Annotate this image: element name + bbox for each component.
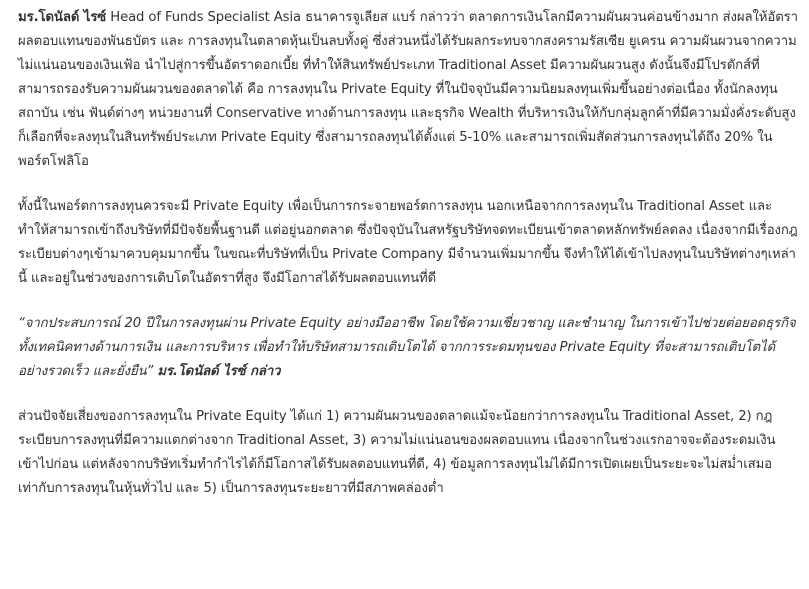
paragraph-intro: [18, 6, 798, 174]
paragraph-diversification-text: ทั้งนี้ในพอร์ตการลงทุนควรจะมี Private Equity เพื่อเป็นการกระจายพอร์ตการลงทุน นอกเหนือจากการลงทุนใน Traditional Asset และทำให้สามารถเข้าถึงบริษัทที่มีปัจจัยพื้นฐานดี แต่อยู่นอกตลาด ซึ่งปัจจุบันในสหรัฐบริษัทจดทะเบียนเข้าตลาดหลักทรัพย์ลดลง เนื่องจากมีเรื่องกฎระเบียบต่างๆเข้ามาควบคุมมากขึ้น ในขณะที่บริษัทที่เป็น Private Company มีจำนวนเพิ่มมากขึ้น จึงทำให้ได้เข้าไปลงทุนในบริษัทต่างๆเหล่านี้ และอยู่ในช่วงของการเติบโตในอัตราที่สูง จึงมีโอกาสได้รับผลตอบแทนที่ดี: [18, 199, 798, 286]
paragraph-diversification: [18, 195, 798, 291]
paragraph-intro-text: Head of Funds Specialist Asia ธนาคารจูเลียส แบร์ กล่าวว่า ตลาดการเงินโลกมีความผันผวนค่อนข้างมาก ส่งผลให้อัตราผลตอบแทนของพันธบัตร และ การลงทุนในตลาดหุ้นเป็นลบทั้งคู่ ซึ่งส่วนหนึ่งได้รับผลกระทบจากสงครามรัสเซีย ยูเครน ความผันผวนจากความไม่แน่นอนของเงินเฟ้อ นำไปสู่การขึ้นอัตราดอกเบี้ย ที่ทำให้สินทรัพย์ประเภท Traditional Asset มีความผันผวนสูง ดังนั้นจึงมีโปรดักส์ที่สามารถรองรับความผันผวนของตลาดได้ คือ การลงทุนใน Private Equity ที่ในปัจจุบันมีความนิยมลงทุนเพิ่มขึ้นอย่างต่อเนื่อง ทั้งนักลงทุนสถาบัน เช่น ฟันด์ต่างๆ หน่วยงานที่ Conservative ทางด้านการลงทุน และธุรกิจ Wealth ที่บริหารเงินให้กับกลุ่มลูกค้าที่มีความมั่งคั่งระดับสูง ก็เลือกที่จะลงทุนในสินทรัพย์ประเภท Private Equity ซึ่งสามารถลงทุนได้ตั้งแต่ 5-10% และสามารถเพิ่มสัดส่วนการลงทุนได้ถึง 20% ในพอร์ตโฟลิโอ: [18, 10, 798, 169]
speaker-name: มร.โดนัลด์ ไรซ์: [18, 10, 107, 25]
article-body: [18, 6, 798, 522]
quote-attribution: มร.โดนัลด์ ไรซ์ กล่าว: [157, 364, 281, 379]
paragraph-risks: [18, 405, 798, 501]
paragraph-risks-text: ส่วนปัจจัยเสี่ยงของการลงทุนใน Private Equity ได้แก่ 1) ความผันผวนของตลาดแม้จะน้อยกว่าการลงทุนใน Traditional Asset, 2) กฎระเบียบการลงทุนที่มีความแตกต่างจาก Traditional Asset, 3) ความไม่แน่นอนของผลตอบแทน เนื่องจากในช่วงแรกอาจจะต้องระดมเงินเข้าไปก่อน แต่หลังจากบริษัทเริ่มทำกำไรได้ก็มีโอกาสได้รับผลตอบแทนที่ดี, 4) ข้อมูลการลงทุนไม่ได้มีการเปิดเผยเป็นระยะจะไม่สม่ำเสมอเท่ากับการลงทุนในหุ้นทั่วไป และ 5) เป็นการลงทุนระยะยาวที่มีสภาพคล่องต่ำ: [18, 409, 776, 496]
paragraph-quote: [18, 312, 798, 384]
quote-text: “จากประสบการณ์ 20 ปีในการลงทุนผ่าน Private Equity อย่างมืออาชีพ โดยใช้ความเชี่ยวชาญ และชำนาญ ในการเข้าไปช่วยต่อยอดธุรกิจ ทั้งเทคนิคทางด้านการเงิน และการบริหาร เพื่อทำให้บริษัทสามารถเติบโตได้ จากการระดมทุนของ Private Equity ที่จะสามารถเติบโตได้อย่างรวดเร็ว และยั่งยืน”: [18, 316, 796, 379]
